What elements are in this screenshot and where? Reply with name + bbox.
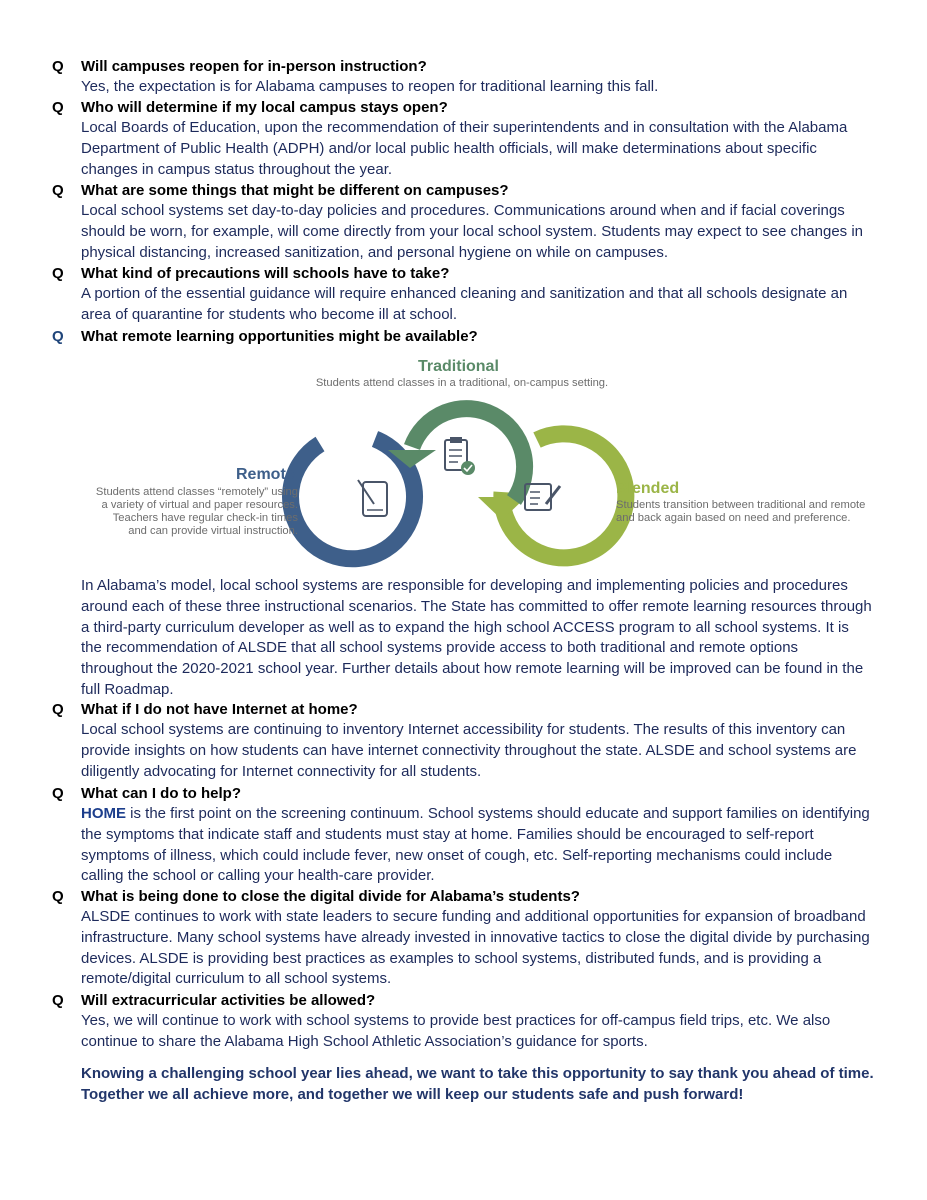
question-text: What are some things that might be different on campuses? bbox=[81, 182, 509, 199]
question-marker: Q bbox=[52, 328, 64, 345]
closing-statement: Knowing a challenging school year lies ahead, we want to take this opportunity to say thank you ahead of time. Together we all achieve more, and together we will keep our students safe and push forward! bbox=[81, 1065, 874, 1103]
remote-description: Students attend classes “remotely” using a variety of virtual and paper resources. Teachers have regular check-in times and can provide virtual instruction. bbox=[95, 486, 298, 537]
question-marker: Q bbox=[52, 58, 64, 75]
question-marker: Q bbox=[52, 701, 64, 718]
question-marker: Q bbox=[52, 182, 64, 199]
blended-title: Blended bbox=[616, 480, 680, 497]
faq-item bbox=[52, 181, 872, 263]
answer-text: HOME is the first point on the screening continuum. School systems should educate and support families on identifying the symptoms that indicate staff and students must stay at home. Families should be encouraged to self-report symptoms of illness, which could include fever, new onset of cough, etc. Self-reporting mechanisms could include calling the school or calling your health-care provider. bbox=[81, 805, 870, 885]
question-marker: Q bbox=[52, 99, 64, 116]
question-text: What remote learning opportunities might be available? bbox=[81, 328, 478, 345]
question-marker: Q bbox=[52, 888, 64, 905]
question-marker: Q bbox=[52, 785, 64, 802]
question-marker: Q bbox=[52, 265, 64, 282]
answer-text: In Alabama’s model, local school systems are responsible for developing and implementing policies and procedures around each of these three instructional scenarios. The State has committed to offer remote learning resources through a third-party curriculum developer as well as to expand the high school ACCESS program to all school systems. It is the recommendation of ALSDE that all school systems provide access to both traditional and remote options throughout the 2020-2021 school year. Further details about how remote learning will be improved can be found in the full Roadmap. bbox=[81, 577, 872, 698]
answer-text: Local school systems are continuing to inventory Internet accessibility for students. The results of this inventory can provide insights on how students can have internet connectivity throughout the state. ALSDE and school systems are diligently advocating for Internet connectivity for all students. bbox=[81, 721, 857, 780]
faq-item bbox=[52, 98, 872, 180]
faq-item bbox=[52, 784, 872, 887]
answer-text: Yes, we will continue to work with school systems to provide best practices for off-campus field trips, etc. We also continue to share the Alabama High School Athletic Association’s guidance for sports. bbox=[81, 1012, 831, 1050]
faq-item bbox=[52, 700, 872, 782]
question-text: Who will determine if my local campus stays open? bbox=[81, 99, 448, 116]
answer-text: Yes, the expectation is for Alabama campuses to reopen for traditional learning this fall. bbox=[81, 78, 659, 95]
question-marker: Q bbox=[52, 992, 64, 1009]
learning-models-diagram bbox=[70, 352, 900, 570]
faq-item bbox=[52, 57, 872, 98]
tablet-icon bbox=[358, 480, 387, 516]
faq-item bbox=[52, 887, 872, 990]
answer-emphasis: HOME bbox=[81, 805, 126, 822]
answer-text: Local Boards of Education, upon the recommendation of their superintendents and in consultation with the Alabama Department of Public Health (ADPH) and/or local public health officials, will make determinations about specific changes in campus status throughout the year. bbox=[81, 119, 848, 178]
remote-ring bbox=[291, 439, 415, 559]
blended-description: Students transition between traditional and remote and back again based on need and preference. bbox=[616, 499, 866, 524]
question-text: What kind of precautions will schools have to take? bbox=[81, 265, 450, 282]
clipboard-check-icon bbox=[445, 437, 475, 475]
question-text: What is being done to close the digital divide for Alabama’s students? bbox=[81, 888, 580, 905]
faq-item-answer bbox=[52, 576, 872, 701]
question-text: Will extracurricular activities be allowed? bbox=[81, 992, 376, 1009]
question-text: Will campuses reopen for in-person instruction? bbox=[81, 58, 427, 75]
traditional-description: Students attend classes in a traditional, on-campus setting. bbox=[315, 377, 609, 389]
traditional-title: Traditional bbox=[418, 358, 499, 375]
answer-text: Local school systems set day-to-day policies and procedures. Communications around when and if facial coverings should be worn, for example, will come directly from your local school system. Students may expect to see changes in physical distancing, increased sanitization, and personal hygiene on while on campuses. bbox=[81, 202, 864, 261]
document-pen-icon bbox=[525, 484, 560, 510]
faq-item bbox=[52, 327, 872, 347]
faq-item bbox=[52, 264, 872, 326]
question-text: What can I do to help? bbox=[81, 785, 241, 802]
remote-title: Remote bbox=[236, 466, 295, 483]
question-text: What if I do not have Internet at home? bbox=[81, 701, 358, 718]
answer-text: ALSDE continues to work with state leaders to secure funding and additional opportunities for expansion of broadband infrastructure. Many school systems have already invested in innovative tactics to close the digital divide by purchasing devices. ALSDE is providing best practices as examples to school systems, distributed funds, and is providing a remote/digital curriculum to all school systems. bbox=[81, 908, 870, 988]
faq-item bbox=[52, 991, 872, 1053]
answer-text: A portion of the essential guidance will require enhanced cleaning and sanitization and that all schools designate an area of quarantine for students who become ill at school. bbox=[81, 285, 848, 323]
